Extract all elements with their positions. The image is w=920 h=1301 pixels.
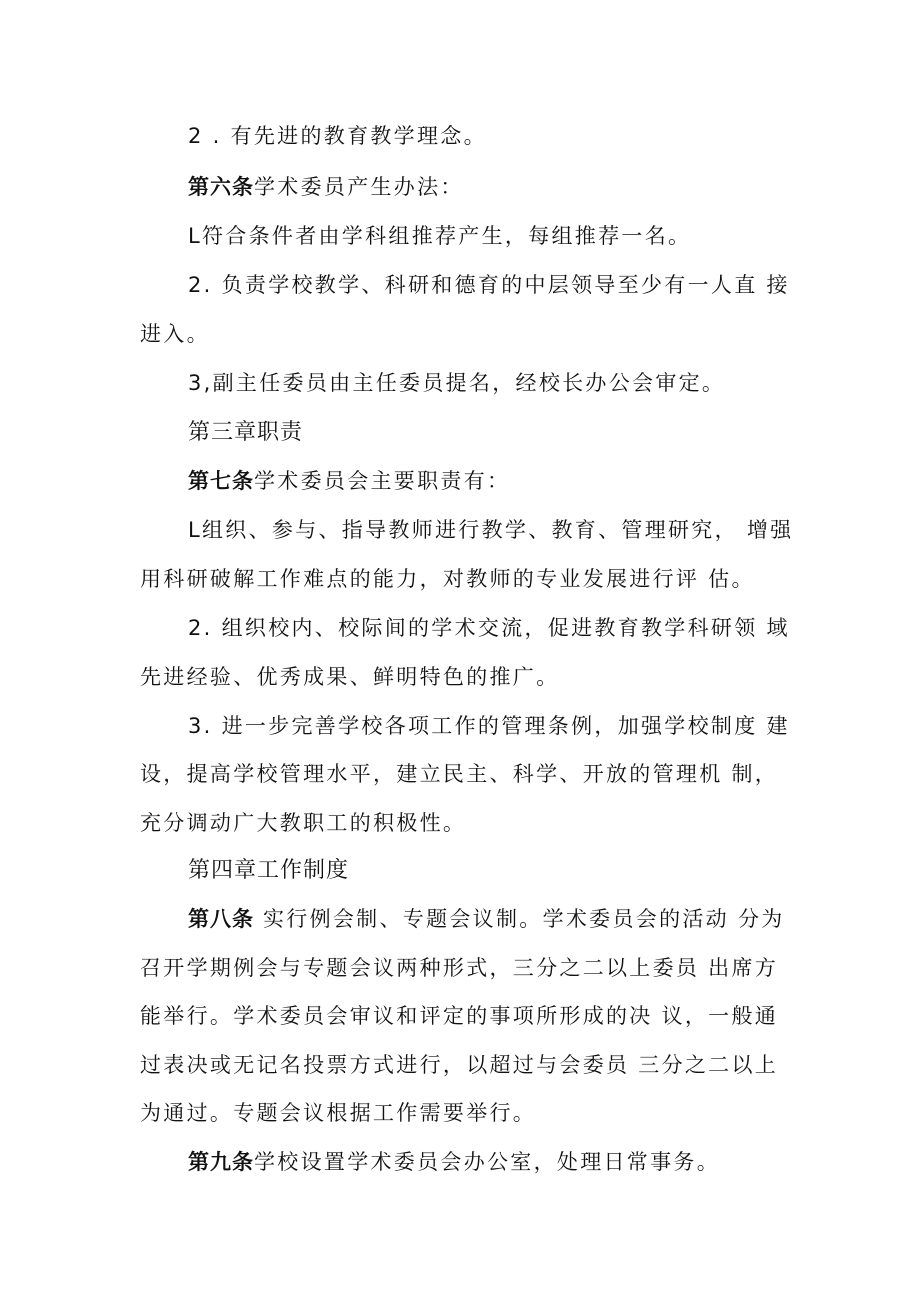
article-body: 学校设置学术委员会办公室，处理日常事务。: [254, 1150, 720, 1174]
paragraph-line: 3,副主任委员由主任委员提名，经校长办公会审定。: [188, 371, 726, 395]
paragraph-line: 召开学期例会与专题会议两种形式，三分之二以上委员 出席方: [140, 956, 779, 980]
article-title: 第八条: [188, 907, 254, 931]
paragraph-line: 设，提高学校管理水平，建立民主、科学、开放的管理机 制，: [140, 762, 779, 786]
article-9: [188, 1147, 720, 1177]
paragraph-line: 能举行。学术委员会审议和评定的事项所形成的决 议，一般通: [140, 1004, 779, 1028]
article-title: 第六条: [188, 175, 254, 199]
paragraph-line: 为通过。专题会议根据工作需要举行。: [140, 1101, 537, 1125]
paragraph-line: 3. 进一步完善学校各项工作的管理条例，加强学校制度 建: [188, 714, 790, 738]
paragraph-line: L组织、参与、指导教师进行教学、教育、管理研究， 增强: [188, 518, 794, 542]
article-7: [188, 466, 510, 496]
chapter-heading: 第四章工作制度: [188, 858, 350, 883]
paragraph-line: 先进经验、优秀成果、鲜明特色的推广。: [140, 665, 560, 689]
article-title: 第七条: [188, 469, 254, 493]
paragraph-line: 2. 组织校内、校际间的学术交流，促进教育教学科研领 域: [188, 616, 790, 640]
paragraph-line: 进入。: [140, 322, 210, 346]
article-body: 实行例会制、专题会议制。学术委员会的活动 分为: [254, 907, 785, 931]
paragraph-line: 充分调动广大教职工的积极性。: [140, 811, 467, 835]
article-body: 学术委员产生办法：: [254, 175, 464, 199]
article-body: 学术委员会主要职责有：: [254, 469, 511, 493]
article-8: [188, 904, 785, 934]
article-6: [188, 172, 464, 202]
paragraph-line: 过表决或无记名投票方式进行，以超过与会委员 三分之二以上: [140, 1053, 779, 1077]
paragraph-line: 用科研破解工作难点的能力，对教师的专业发展进行评 估。: [140, 567, 755, 591]
paragraph-line: 2. 负责学校教学、科研和德育的中层领导至少有一人直 接: [188, 273, 790, 297]
paragraph-line: L符合条件者由学科组推荐产生，每组推荐一名。: [188, 224, 692, 248]
article-title: 第九条: [188, 1150, 254, 1174]
chapter-heading: 第三章职责: [188, 420, 304, 445]
paragraph-line: 2 . 有先进的教育教学理念。: [188, 124, 487, 148]
